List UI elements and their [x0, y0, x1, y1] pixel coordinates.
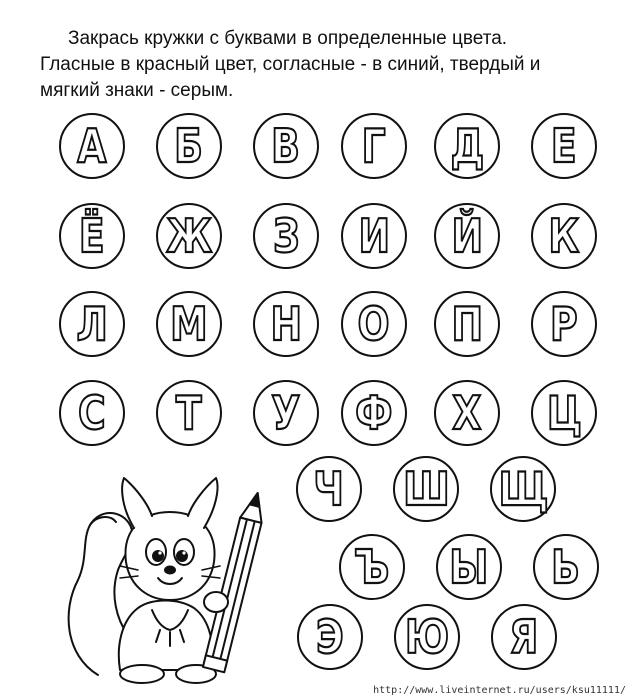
- letter-circle-be[interactable]: [156, 113, 222, 179]
- letter-circle-yo[interactable]: [59, 203, 125, 269]
- letter-circle-pe[interactable]: [434, 291, 500, 357]
- letter-ye: Е: [551, 119, 577, 173]
- letter-yery: Ы: [449, 540, 489, 594]
- letter-en: Н: [270, 297, 302, 351]
- letter-circle-ef[interactable]: [341, 380, 407, 446]
- letter-circle-em[interactable]: [156, 291, 222, 357]
- letter-ef: Ф: [355, 386, 393, 440]
- letter-circle-el[interactable]: [59, 291, 125, 357]
- letter-te: Т: [176, 386, 202, 440]
- letter-circle-o[interactable]: [341, 291, 407, 357]
- letter-circle-es[interactable]: [59, 380, 125, 446]
- letter-yo: Ё: [79, 209, 105, 263]
- letter-circle-en[interactable]: [253, 291, 319, 357]
- letter-sha: Ш: [402, 462, 450, 516]
- letter-er: Р: [550, 297, 578, 351]
- letter-u: У: [271, 386, 301, 440]
- letter-soft-sign: Ь: [551, 540, 581, 594]
- letter-de: Д: [450, 119, 484, 173]
- letter-ka: К: [548, 209, 580, 263]
- watermark-url: http://www.liveinternet.ru/users/ksu11111/: [373, 685, 626, 696]
- letter-che: Ч: [313, 462, 345, 516]
- instruction-line-3: мягкий знаки - серым.: [40, 80, 234, 101]
- letter-circle-er[interactable]: [531, 291, 597, 357]
- letter-circle-yu[interactable]: [394, 604, 460, 670]
- letter-zhe: Ж: [165, 209, 213, 263]
- letter-kha: Х: [452, 386, 482, 440]
- letter-ya: Я: [509, 610, 539, 664]
- letter-es: С: [78, 386, 106, 440]
- letter-yu: Ю: [404, 610, 450, 664]
- letter-circle-yery[interactable]: [436, 534, 502, 600]
- letter-be: Б: [174, 119, 204, 173]
- letter-ze: З: [272, 209, 300, 263]
- letter-circle-a[interactable]: [59, 113, 125, 179]
- letter-circle-soft-sign[interactable]: [533, 534, 599, 600]
- letter-circle-kha[interactable]: [434, 380, 500, 446]
- letter-circle-i[interactable]: [341, 203, 407, 269]
- letter-circle-e[interactable]: [297, 604, 363, 670]
- letter-shcha: Щ: [497, 462, 548, 516]
- letter-circle-ya[interactable]: [491, 604, 557, 670]
- letter-circle-ge[interactable]: [341, 113, 407, 179]
- instruction-line-1: Закрась кружки с буквами в определенные цвета.: [68, 28, 508, 49]
- letter-circle-ye[interactable]: [531, 113, 597, 179]
- letter-el: Л: [76, 297, 108, 351]
- letter-circle-shcha[interactable]: [490, 456, 556, 522]
- letter-circle-de[interactable]: [434, 113, 500, 179]
- letter-o: О: [357, 297, 391, 351]
- letter-e: Э: [316, 610, 344, 664]
- letter-a: А: [77, 119, 107, 173]
- letter-i: И: [358, 209, 390, 263]
- letter-i-kratkoye: Й: [451, 209, 483, 263]
- letter-ve: В: [271, 119, 301, 173]
- instruction-line-2: Гласные в красный цвет, согласные - в синий, твердый и: [40, 54, 541, 75]
- letter-circle-te[interactable]: [156, 380, 222, 446]
- letter-tse: Ц: [546, 386, 582, 440]
- letter-circle-sha[interactable]: [393, 456, 459, 522]
- letter-circle-ve[interactable]: [253, 113, 319, 179]
- letter-circle-ka[interactable]: [531, 203, 597, 269]
- letter-pe: П: [451, 297, 483, 351]
- letter-circle-i-kratkoye[interactable]: [434, 203, 500, 269]
- squirrel-with-pencil-illustration: [60, 470, 270, 690]
- letter-circle-che[interactable]: [296, 456, 362, 522]
- letter-circle-ze[interactable]: [253, 203, 319, 269]
- instructions: [40, 26, 620, 104]
- letter-circle-zhe[interactable]: [156, 203, 222, 269]
- letter-circle-u[interactable]: [253, 380, 319, 446]
- letter-hard-sign: Ъ: [354, 540, 390, 594]
- letter-circle-hard-sign[interactable]: [339, 534, 405, 600]
- letter-ge: Г: [361, 119, 387, 173]
- letter-circle-tse[interactable]: [531, 380, 597, 446]
- letter-em: М: [170, 297, 208, 351]
